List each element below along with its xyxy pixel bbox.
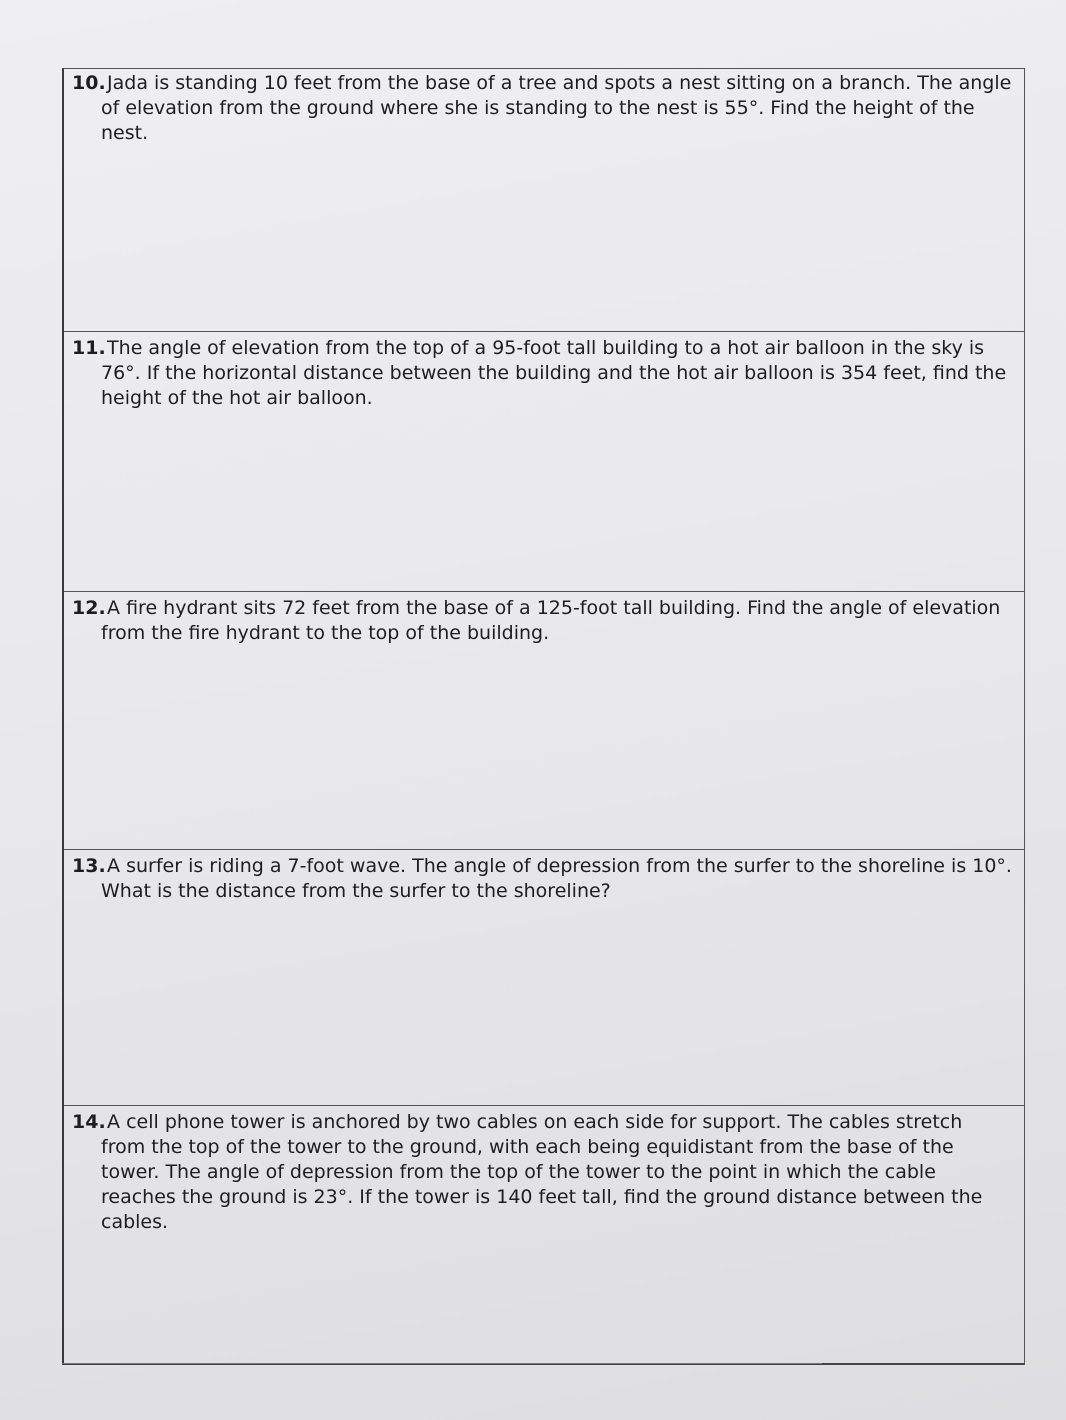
problem-number: 14. [72,1111,106,1133]
problem-statement: A surfer is riding a 7-foot wave. The angle of depression from the surfer to the shoreline is 10°. What is the distance from the surfer to the shoreline? [101,855,1012,902]
worksheet-table [62,68,1025,1365]
problem-statement: The angle of elevation from the top of a 95-foot tall building to a hot air balloon in the sky is 76°. If the horizontal distance between the building and the hot air balloon is 354 feet, find the height of the hot air balloon. [101,337,1007,409]
problem-14-text [72,1110,1012,1235]
problem-13-box [64,850,1024,1106]
problem-11-text [72,336,1012,411]
problem-statement: A cell phone tower is anchored by two cables on each side for support. The cables stretch from the top of the tower to the ground, with each being equidistant from the base of the tower. The angle of depression from the top of the tower to the point in which the cable reaches the ground is 23°. If the tower is 140 feet tall, find the ground distance between the cables. [101,1111,983,1233]
problem-13-text [72,854,1012,904]
problem-12-text [72,596,1012,646]
problem-statement: Jada is standing 10 feet from the base of a tree and spots a nest sitting on a branch. The angle of elevation from the ground where she is standing to the nest is 55°. Find the height of the nest. [101,72,1012,144]
problem-number: 11. [72,337,106,359]
problem-number: 13. [72,855,106,877]
problem-statement: A fire hydrant sits 72 feet from the base of a 125-foot tall building. Find the angle of elevation from the fire hydrant to the top of the building. [101,597,1001,644]
problem-number: 12. [72,597,106,619]
problem-12-box [64,592,1024,850]
problem-number: 10. [72,72,106,94]
page-bottom-divider [62,1363,822,1364]
problem-10-text [72,71,1012,146]
problem-10-box [64,69,1024,332]
problem-14-box [64,1106,1024,1365]
problem-11-box [64,332,1024,592]
